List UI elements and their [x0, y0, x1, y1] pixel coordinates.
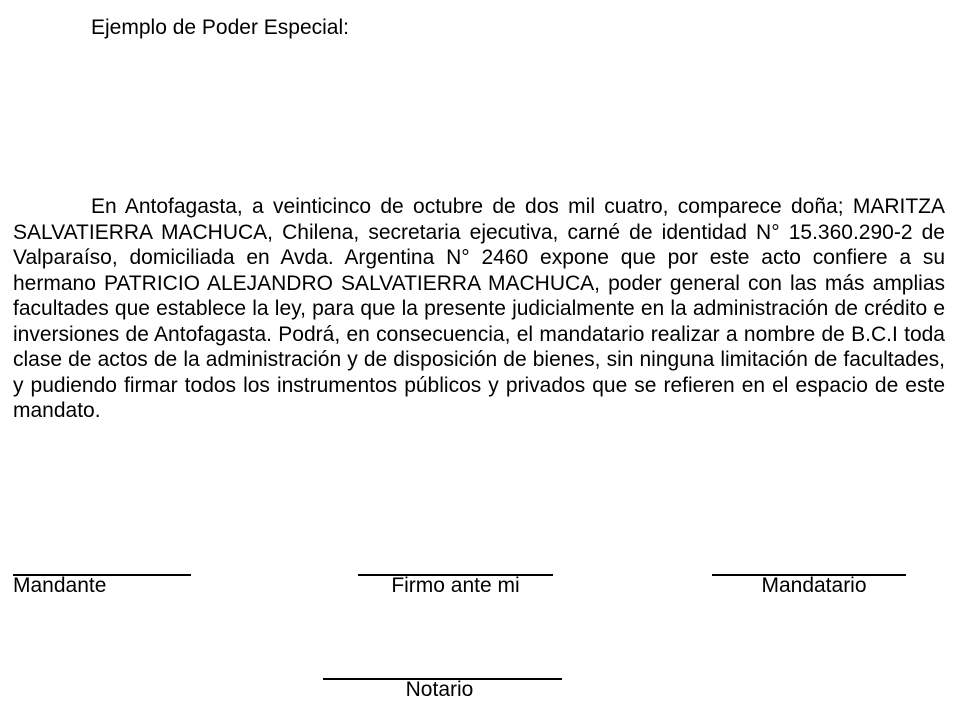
document-title: Ejemplo de Poder Especial: — [91, 16, 349, 39]
signature-block-mandatario — [712, 574, 906, 599]
signature-block-notario — [323, 678, 562, 703]
signature-label-mandatario: Mandatario — [761, 574, 867, 597]
signature-label-mandante: Mandante — [13, 574, 107, 597]
signature-block-mandante — [13, 574, 191, 599]
signature-label-notario: Notario — [405, 678, 474, 701]
document-body: En Antofagasta, a veinticinco de octubre de dos mil cuatro, comparece doña; MARITZA SALVATIERRA MACHUCA, Chilena, secretaria ejecutiva, carné de identidad N° 15.360.290-2 de Valparaíso, domiciliada en Avda. Argentina N° 2460 expone que por este acto confiere a su hermano PATRICIO ALEJANDRO SALVATIERRA MACHUCA, poder general con las más amplias facultades que establece la ley, para que la presente judicialmente en la administración de crédito e inversiones de Antofagasta. Podrá, en consecuencia, el mandatario realizar a nombre de B.C.I toda clase de actos de la administración y de disposición de bienes, sin ninguna limitación de facultades, y pudiendo firmar todos los instrumentos públicos y privados que se refieren en el espacio de este mandato. — [13, 195, 945, 422]
signature-block-firmo — [358, 574, 553, 599]
signature-label-firmo: Firmo ante mi — [391, 574, 520, 597]
